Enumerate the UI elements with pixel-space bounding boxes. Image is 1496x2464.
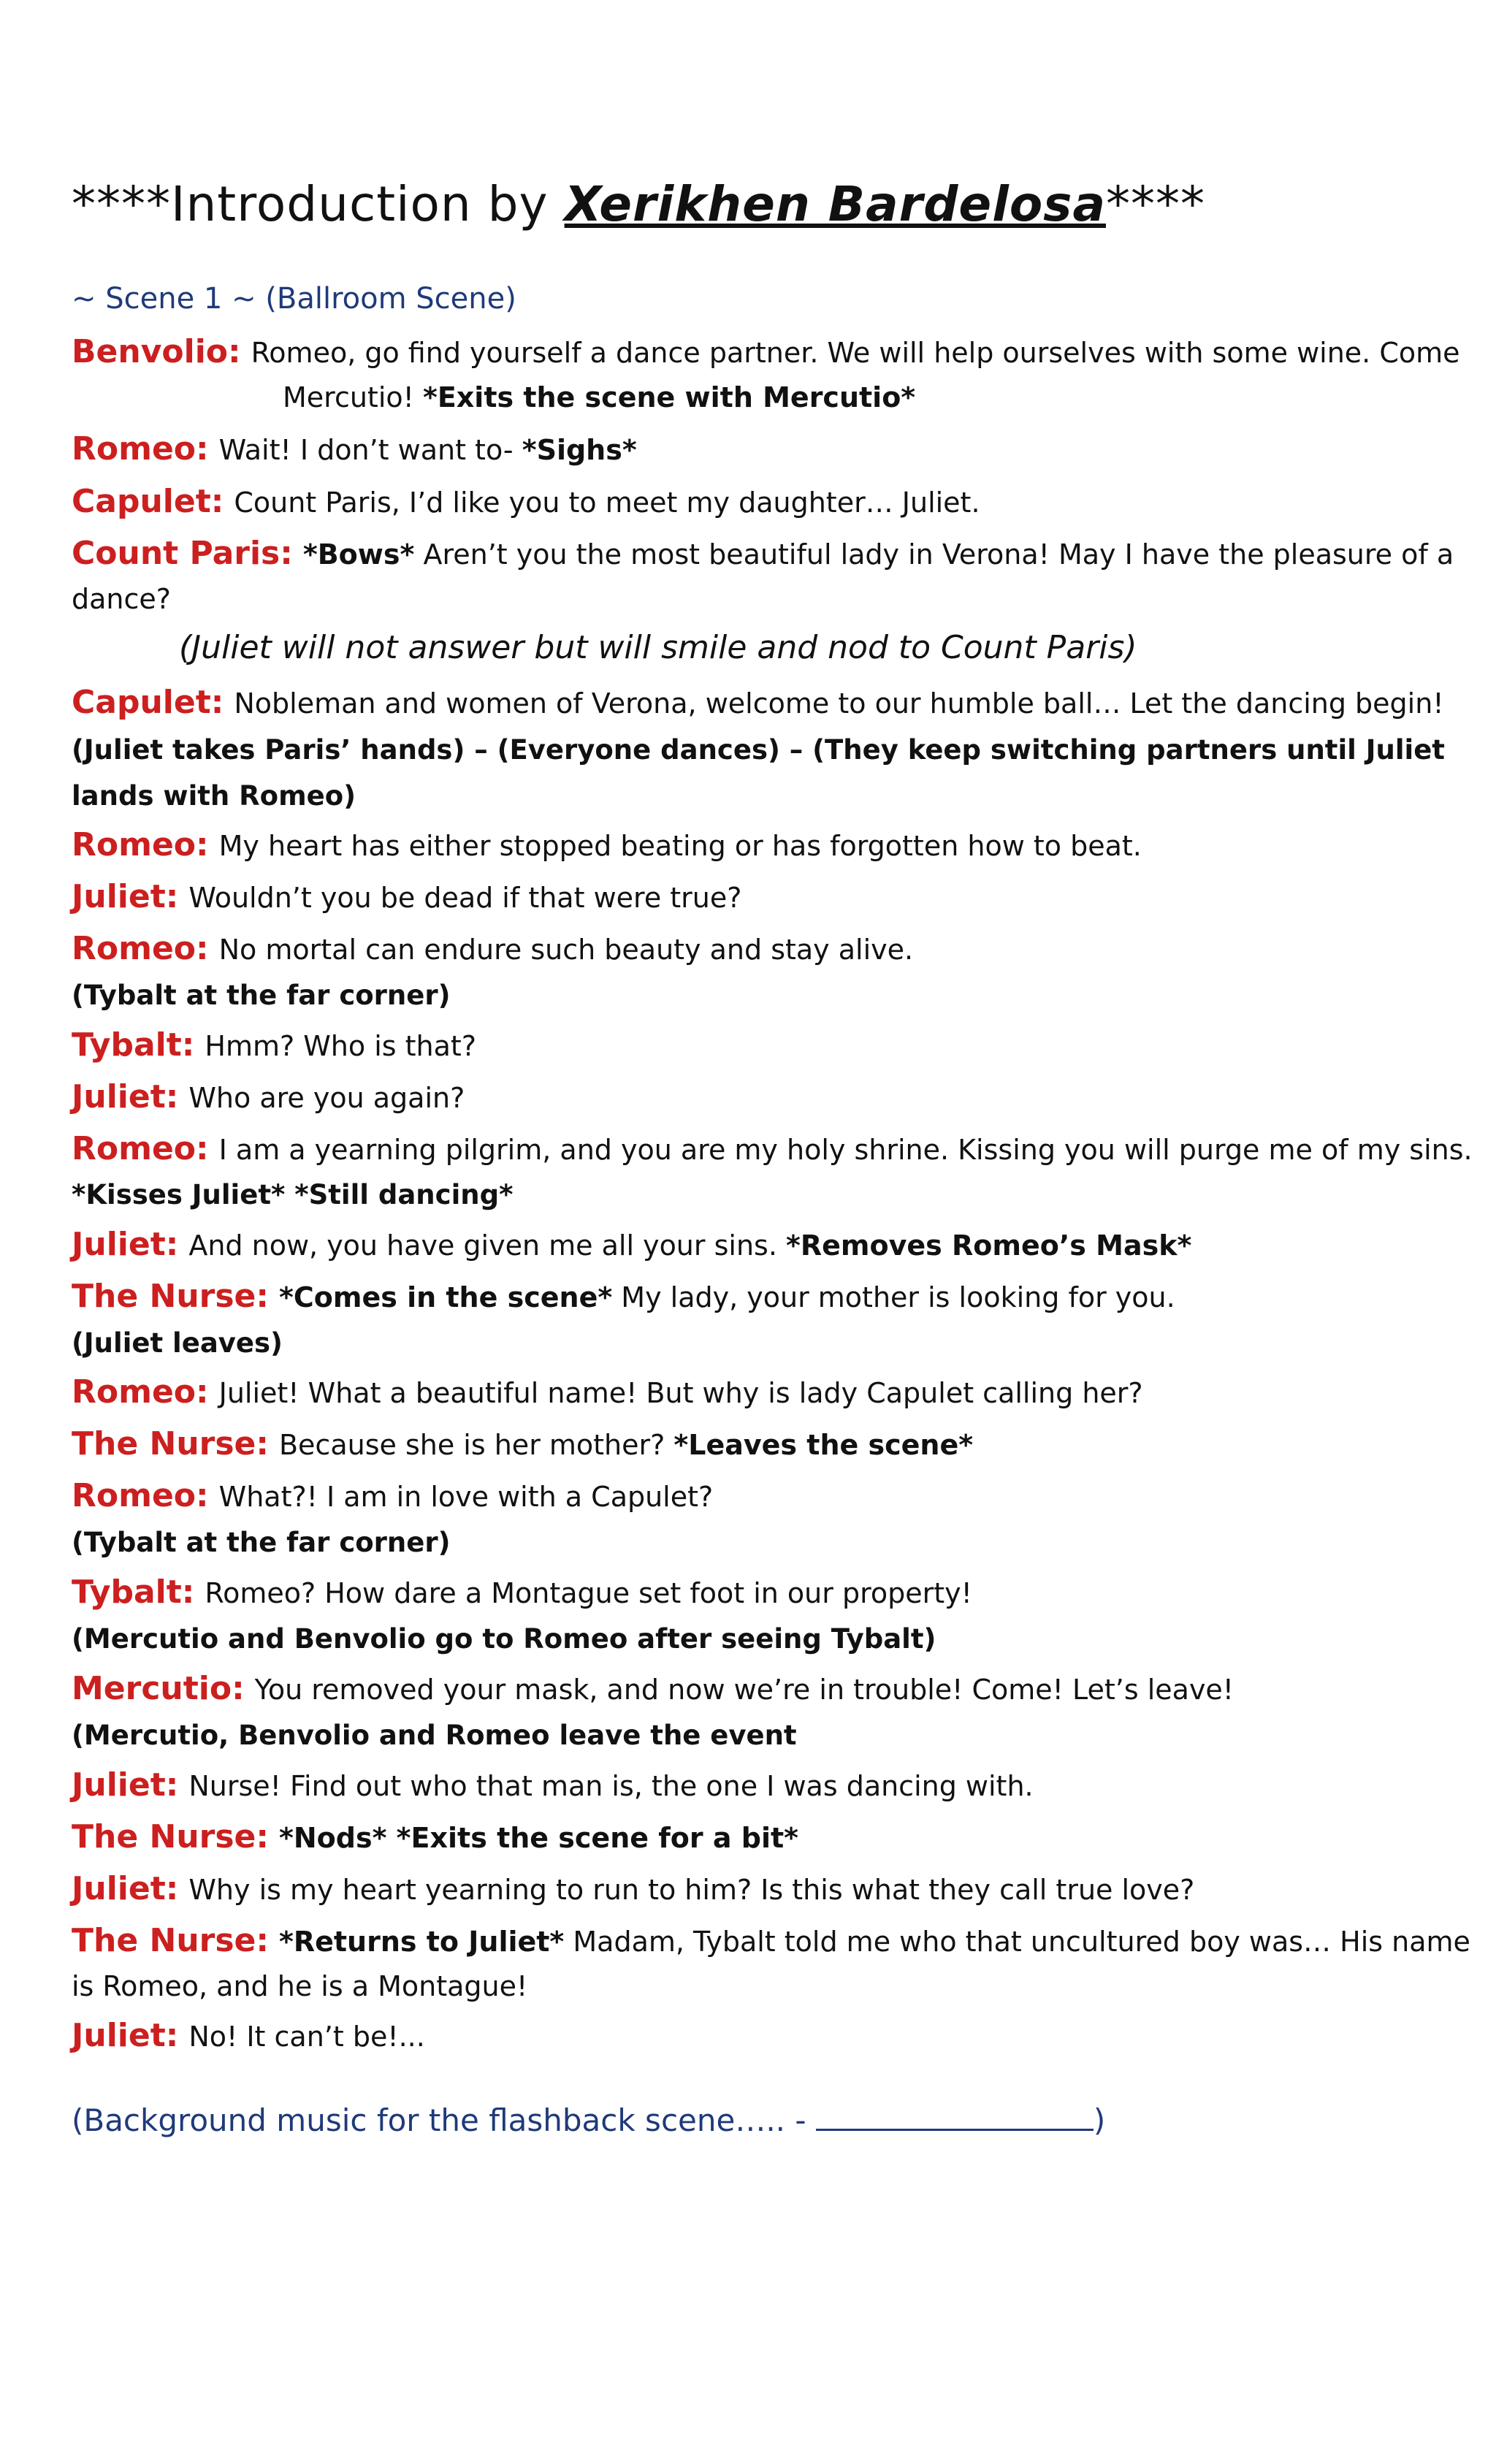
stage-direction-line: *Kisses Juliet* *Still dancing* <box>72 1179 514 1210</box>
dialogue-text: Aren’t you the most beautiful lady in Verona! May I have the pleasure of a <box>414 538 1454 571</box>
dialogue-text: Because she is her mother? <box>278 1429 674 1461</box>
music-prefix: (Background music for the flashback scene….. - <box>72 2102 816 2138</box>
stage-direction-line: (Tybalt at the far corner) <box>72 980 451 1011</box>
dialogue-text: Hmm? Who is that? <box>205 1030 476 1062</box>
dialogue-continuation: is Romeo, and he is a Montague! <box>72 1970 528 2002</box>
title-suffix: **** <box>1105 176 1205 232</box>
speaker-name: Juliet: <box>72 1870 179 1907</box>
blank-line <box>816 2127 1094 2131</box>
dialogue-line <box>72 1369 1445 1416</box>
dialogue-text: No mortal can endure such beauty and stay alive. <box>218 934 914 966</box>
dialogue-text: Nurse! Find out who that man is, the one I was dancing with. <box>188 1770 1034 1802</box>
stage-direction: *Nods* *Exits the scene for a bit* <box>278 1822 798 1854</box>
title-prefix: ****Introduction by <box>72 176 565 232</box>
speaker-name: Capulet: <box>72 483 224 520</box>
dialogue-line <box>72 1273 1445 1321</box>
dialogue-line <box>72 1126 1473 1173</box>
speaker-name: Romeo: <box>72 1477 209 1514</box>
dialogue-line <box>72 1022 1445 1069</box>
dialogue-line <box>72 1473 1445 1520</box>
stage-direction-line: lands with Romeo) <box>72 780 356 812</box>
dialogue-line <box>72 1221 1445 1269</box>
dialogue-text: Nobleman and women of Verona, welcome to our humble ball… Let the dancing begin! <box>234 687 1444 720</box>
speaker-name: Tybalt: <box>72 1026 195 1064</box>
speaker-name: Romeo: <box>72 1373 209 1411</box>
speaker-name: Romeo: <box>72 430 209 468</box>
speaker-name: Juliet: <box>72 1078 179 1115</box>
speaker-name: Capulet: <box>72 684 224 721</box>
dialogue-text: Madam, Tybalt told me who that uncultured boy was… His name <box>564 1926 1470 1958</box>
speaker-name: Benvolio: <box>72 333 241 370</box>
scene-heading: ~ Scene 1 ~ (Ballroom Scene) <box>72 282 516 316</box>
speaker-name: Count Paris: <box>72 535 293 572</box>
stage-direction: *Bows* <box>302 538 415 571</box>
dialogue-line <box>72 1074 1445 1121</box>
stage-direction: *Returns to Juliet* <box>278 1926 565 1958</box>
dialogue-text: Romeo? How dare a Montague set foot in our property! <box>205 1577 972 1609</box>
dialogue-line <box>72 426 1445 473</box>
speaker-name: Tybalt: <box>72 1574 195 1611</box>
speaker-name: Romeo: <box>72 826 209 863</box>
dialogue-text: Count Paris, I’d like you to meet my daughter… Juliet. <box>234 487 980 519</box>
dialogue-text: What?! I am in love with a Capulet? <box>218 1481 714 1513</box>
dialogue-continuation: dance? <box>72 583 171 615</box>
speaker-name: Romeo: <box>72 1130 209 1167</box>
dialogue-text: No! It can’t be!... <box>188 2021 425 2053</box>
speaker-name: The Nurse: <box>72 1922 269 1959</box>
dialogue-line <box>72 1762 1445 1809</box>
stage-direction: *Removes Romeo’s Mask* <box>786 1229 1192 1262</box>
dialogue-line <box>72 1814 1445 1861</box>
stage-direction-line: (Mercutio, Benvolio and Romeo leave the event <box>72 1720 797 1751</box>
dialogue-line <box>72 530 1454 578</box>
dialogue-text: Wouldn’t you be dead if that were true? <box>188 882 742 914</box>
background-music-note <box>72 2099 1105 2143</box>
page-title <box>72 175 1205 234</box>
dialogue-text: Who are you again? <box>188 1082 465 1114</box>
dialogue-text: Wait! I don’t want to- <box>218 434 522 466</box>
author-name: Xerikhen Bardelosa <box>564 176 1106 232</box>
dialogue-text: And now, you have given me all your sins. <box>188 1229 786 1262</box>
speaker-name: The Nurse: <box>72 1278 269 1315</box>
stage-direction: *Leaves the scene* <box>673 1429 974 1461</box>
dialogue-line <box>72 926 1445 973</box>
dialogue-line <box>72 329 1460 376</box>
dialogue-text: You removed your mask, and now we’re in trouble! Come! Let’s leave! <box>254 1674 1234 1706</box>
dialogue-text: Romeo, go find yourself a dance partner. We will help ourselves with some wine. Come <box>251 337 1460 369</box>
dialogue-line <box>72 874 1445 921</box>
speaker-name: The Nurse: <box>72 1818 269 1855</box>
speaker-name: Juliet: <box>72 878 179 915</box>
stage-direction: *Comes in the scene* <box>278 1281 613 1313</box>
stage-direction-line: (Mercutio and Benvolio go to Romeo after seeing Tybalt) <box>72 1623 936 1655</box>
stage-direction-line: (Juliet takes Paris’ hands) – (Everyone dances) – (They keep switching partners until Juliet <box>72 734 1445 766</box>
dialogue-text: My heart has either stopped beating or has forgotten how to beat. <box>218 830 1142 862</box>
speaker-name: The Nurse: <box>72 1425 269 1462</box>
dialogue-line <box>72 1569 1445 1617</box>
speaker-name: Juliet: <box>72 1226 179 1263</box>
dialogue-text: I am a yearning pilgrim, and you are my holy shrine. Kissing you will purge me of my sins. <box>218 1134 1473 1166</box>
speaker-name: Mercutio: <box>72 1670 245 1707</box>
dialogue-line <box>72 1421 1445 1468</box>
dialogue-text: Mercutio! <box>283 381 423 413</box>
dialogue-line <box>72 2013 1445 2060</box>
dialogue-line <box>72 1866 1445 1913</box>
dialogue-line <box>72 679 1445 727</box>
music-suffix: ) <box>1093 2102 1106 2138</box>
speaker-name: Juliet: <box>72 1766 179 1804</box>
dialogue-line <box>72 822 1445 869</box>
dialogue-line <box>72 1666 1445 1713</box>
stage-direction-line: (Tybalt at the far corner) <box>72 1527 451 1558</box>
stage-direction: *Sighs* <box>522 434 637 466</box>
dialogue-text: My lady, your mother is looking for you. <box>612 1281 1175 1313</box>
stage-direction-line: (Juliet leaves) <box>72 1327 283 1359</box>
dialogue-text: Juliet! What a beautiful name! But why is lady Capulet calling her? <box>218 1377 1143 1409</box>
stage-note-italic: (Juliet will not answer but will smile and nod to Count Paris) <box>179 629 1137 666</box>
dialogue-text: Why is my heart yearning to run to him? Is this what they call true love? <box>188 1874 1195 1906</box>
speaker-name: Romeo: <box>72 930 209 967</box>
dialogue-line <box>72 478 1445 526</box>
stage-direction: *Exits the scene with Mercutio* <box>422 381 916 413</box>
dialogue-line <box>72 1918 1470 1965</box>
speaker-name: Juliet: <box>72 2017 179 2054</box>
